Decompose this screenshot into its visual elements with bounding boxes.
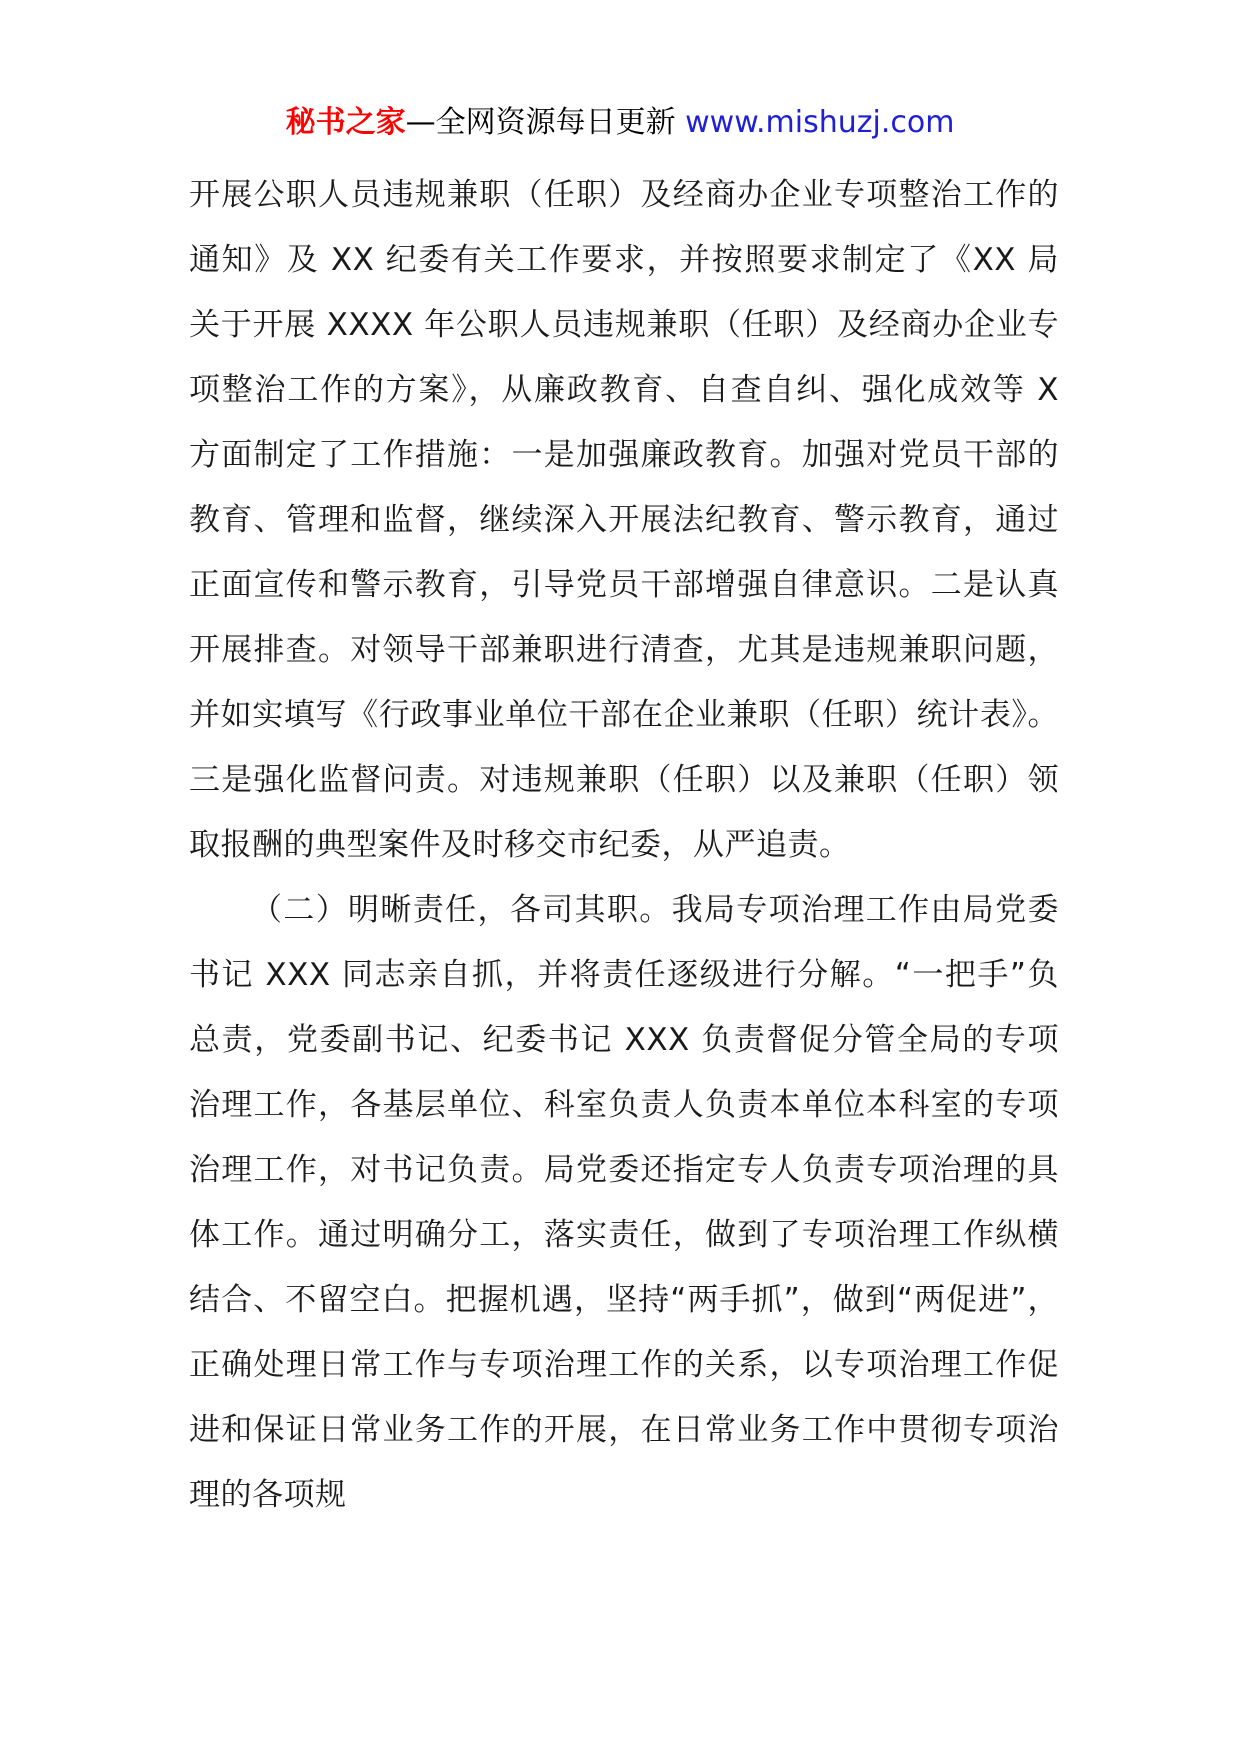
document-body: [189, 163, 1059, 1528]
paragraph-section-two: （二）明晰责任，各司其职。我局专项治理工作由局党委书记 XXX 同志亲自抓，并将责任逐级进行分解。“一把手”负总责，党委副书记、纪委书记 XXX 负责督促分管全局的专项治理工作，各基层单位、科室负责人负责本单位本科室的专项治理工作，对书记负责。局党委还指定专人负责专项治理的具体工作。通过明确分工，落实责任，做到了专项治理工作纵横结合、不留空白。把握机遇，坚持“两手抓”，做到“两促进”，正确处理日常工作与专项治理工作的关系，以专项治理工作促进和保证日常业务工作的开展，在日常业务工作中贯彻专项治理的各项规: [189, 892, 1059, 1513]
paragraph-continued: 开展公职人员违规兼职（任职）及经商办企业专项整治工作的通知》及 XX 纪委有关工作要求，并按照要求制定了《XX 局关于开展 XXXX 年公职人员违规兼职（任职）及经商办企业专项整治工作的方案》，从廉政教育、自查自纠、强化成效等 X 方面制定了工作措施：一是加强廉政教育。加强对党员干部的教育、管理和监督，继续深入开展法纪教育、警示教育，通过正面宣传和警示教育，引导党员干部增强自律意识。二是认真开展排查。对领导干部兼职进行清查，尤其是违规兼职问题，并如实填写《行政事业单位干部在企业兼职（任职）统计表》。三是强化监督问责。对违规兼职（任职）以及兼职（任职）领取报酬的典型案件及时移交市纪委，从严追责。: [189, 177, 1059, 863]
header-brand: 秘书之家: [285, 105, 406, 140]
page-header: [0, 100, 1240, 146]
header-url-link[interactable]: www.mishuzj.com: [685, 105, 955, 140]
header-slogan: —全网资源每日更新: [405, 105, 676, 140]
